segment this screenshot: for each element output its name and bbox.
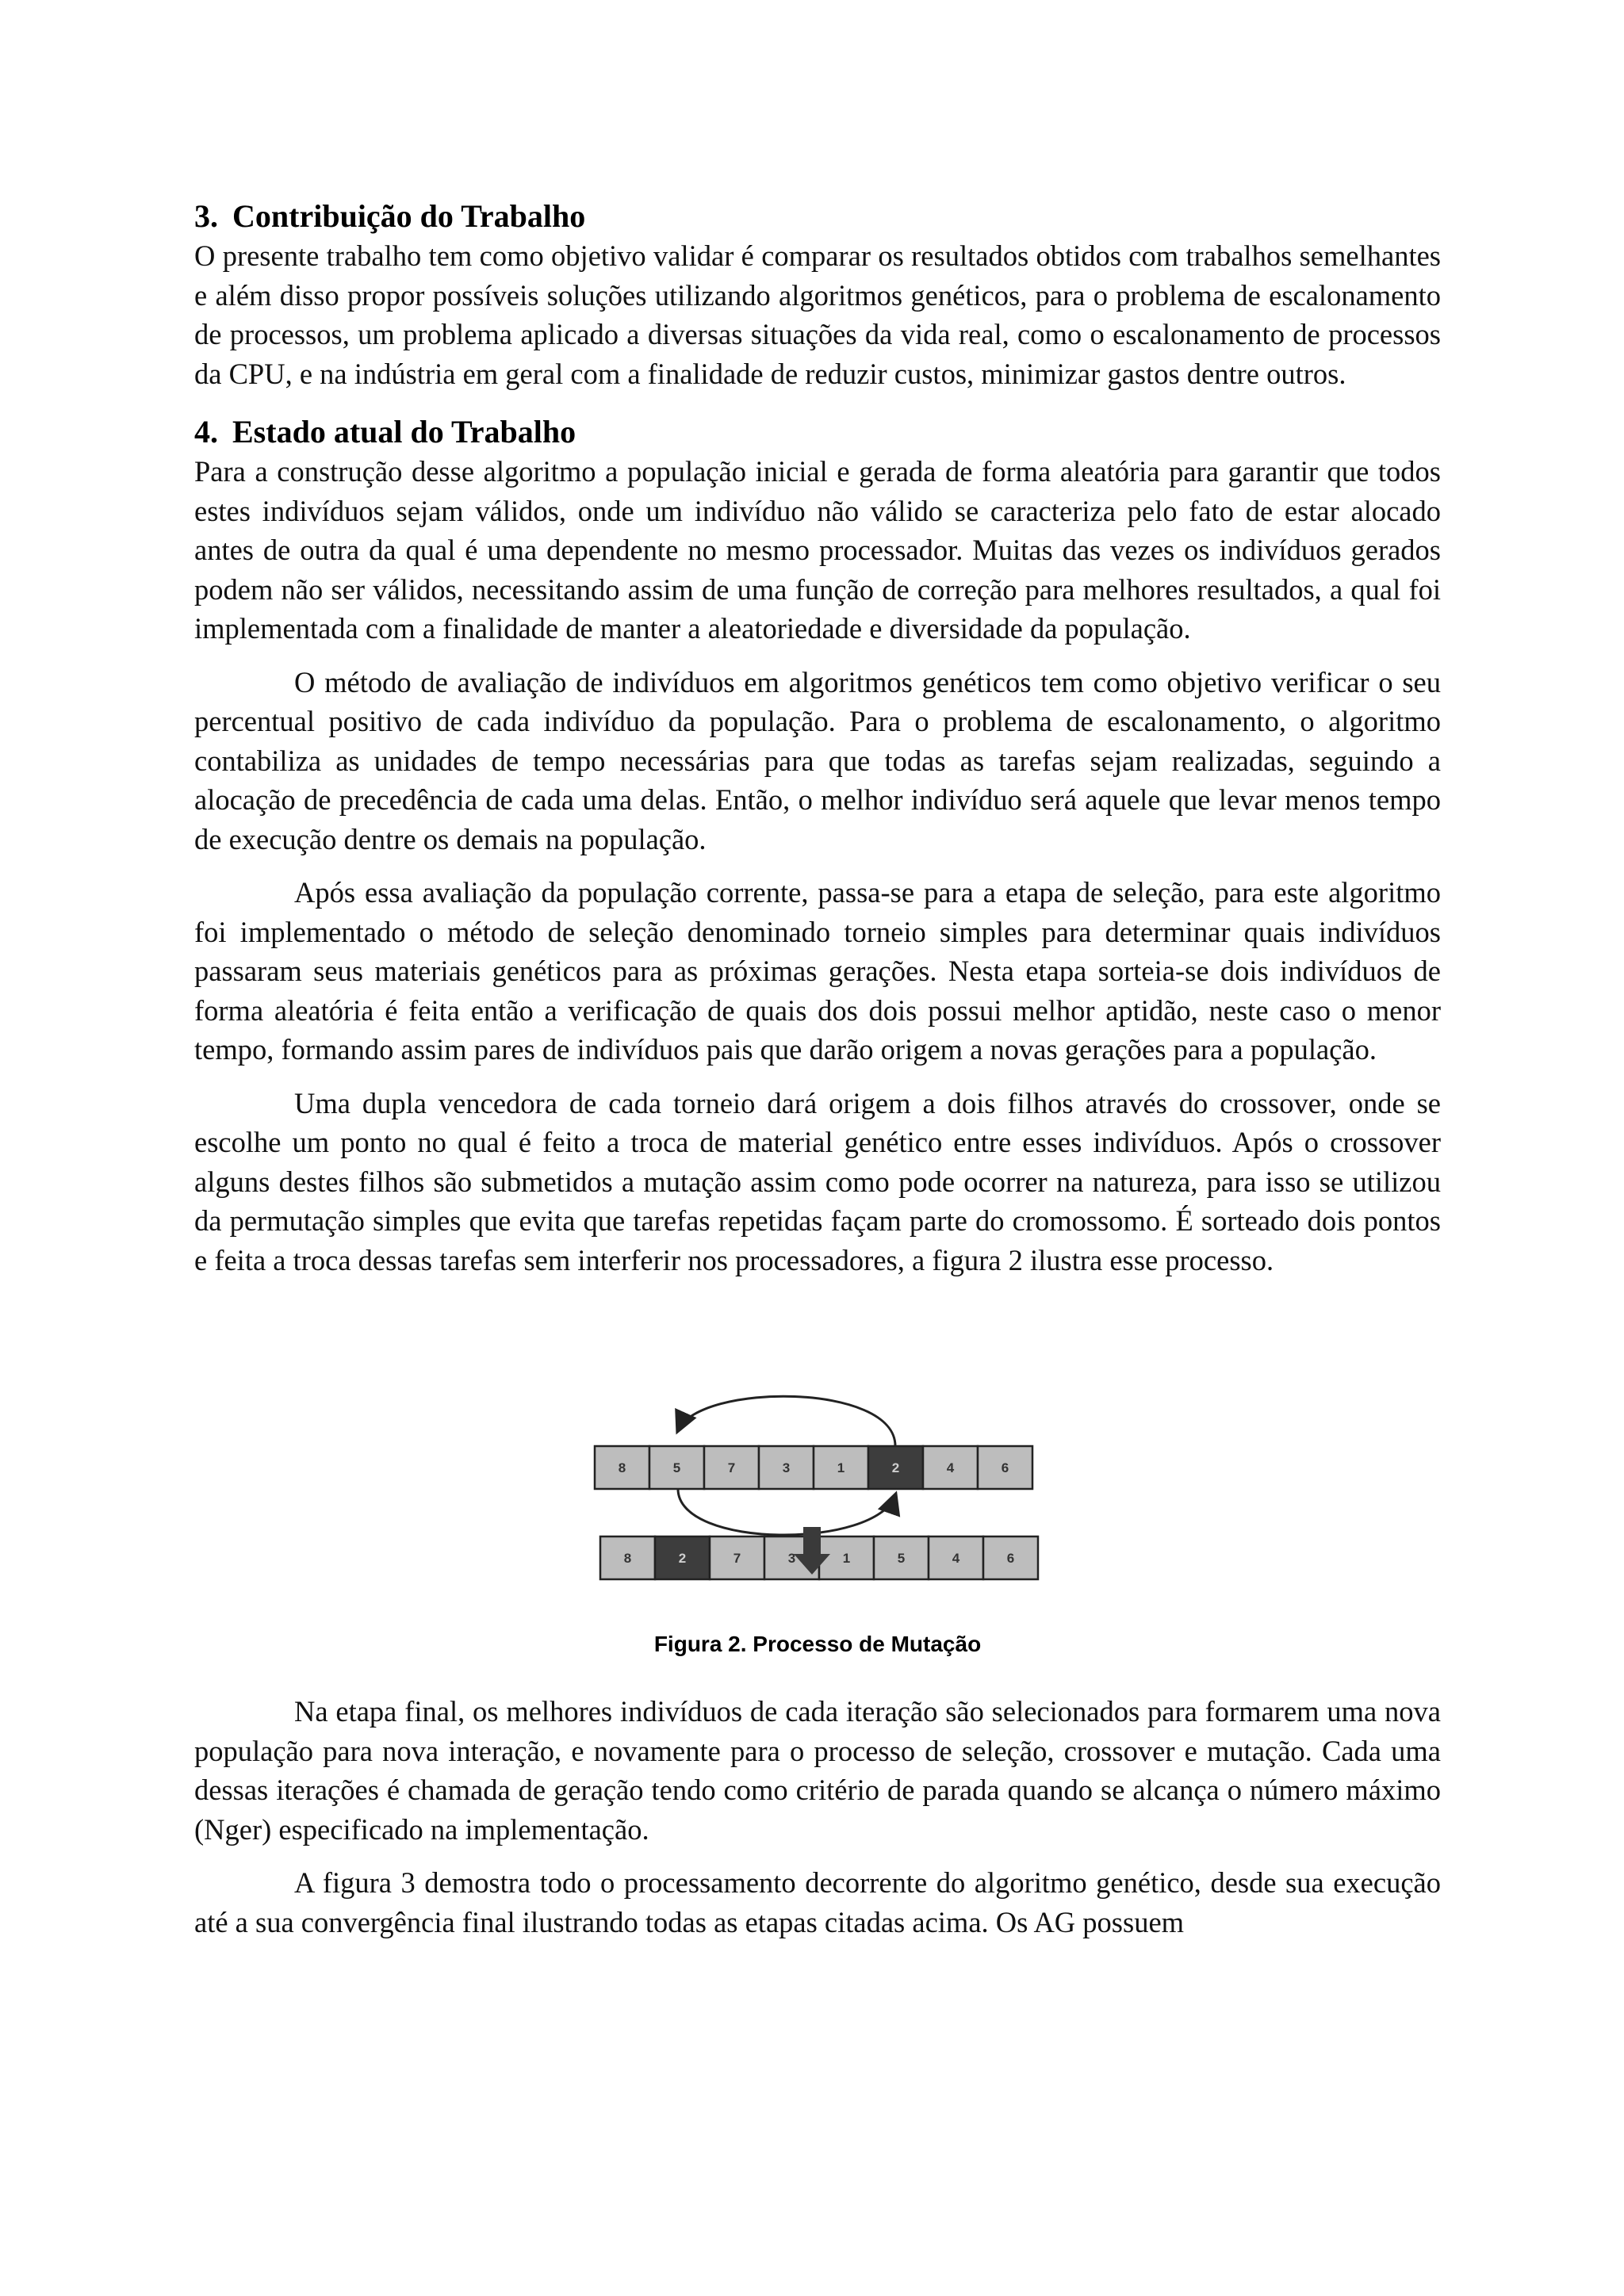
gene-label: 4 — [946, 1460, 955, 1475]
chromosome-before — [595, 1446, 1032, 1489]
section-title: Contribuição do Trabalho — [232, 198, 586, 234]
section-number: 4. — [194, 414, 218, 450]
gene-label: 7 — [727, 1460, 736, 1475]
mutation-diagram — [194, 1319, 1441, 1589]
section-heading — [194, 197, 1441, 236]
gene-label: 2 — [891, 1460, 900, 1475]
paragraph: Na etapa final, os melhores indivíduos de cada iteração são selecionados para formarem uma nova população para nova interação, e novamente para o processo de seleção, crossover e mutação. Cada uma dessas iterações é chamada de geração tendo como critério de parada quando se alcança o número máximo (Nger) especificado na implementação. — [194, 1695, 1441, 1846]
content-column — [194, 197, 1441, 1942]
gene-label: 1 — [837, 1460, 845, 1475]
paragraph: Após essa avaliação da população corrente, passa-se para a etapa de seleção, para este algoritmo foi implementado o método de seleção denominado torneio simples para determinar quais indivíduos passaram seus materiais genéticos para as próximas gerações. Nesta etapa sorteia-se dois indivíduos de forma aleatória é feita então a verificação de quais dos dois possui melhor aptidão, neste caso o menor tempo, formando assim pares de indivíduos pais que darão origem a novas gerações para a população. — [194, 876, 1441, 1066]
figure-caption: Figura 2. Processo de Mutação — [653, 1632, 982, 1656]
gene-label: 4 — [952, 1551, 960, 1566]
section-title: Estado atual do Trabalho — [232, 414, 576, 450]
paragraph: O presente trabalho tem como objetivo validar é comparar os resultados obtidos com trabalhos semelhantes e além disso propor possíveis soluções utilizando algoritmos genéticos, para o problema de escalonamento de processos, um problema aplicado a diversas situações da vida real, como o escalonamento de processos da CPU, e na indústria em geral com a finalidade de reduzir custos, minimizar gastos dentre outros. — [194, 239, 1441, 390]
gene-label: 5 — [672, 1460, 681, 1475]
gene-label: 1 — [842, 1551, 851, 1566]
paragraph: Para a construção desse algoritmo a população inicial e gerada de forma aleatória para garantir que todos estes indivíduos sejam válidos, onde um indivíduo não válido se caracteriza pelo fato de estar alocado antes de outra da qual é uma dependente no mesmo processador. Muitas das vezes os indivíduos gerados podem não ser válidos, necessitando assim de uma função de correção para melhores resultados, a qual foi implementada com a finalidade de manter a aleatoriedade e diversidade da população. — [194, 455, 1441, 645]
section-number: 3. — [194, 198, 218, 234]
gene-label: 2 — [678, 1551, 687, 1566]
gene-label: 8 — [623, 1551, 632, 1566]
gene-label: 7 — [733, 1551, 741, 1566]
mutation-figure — [194, 1319, 1441, 1668]
swap-arrow-top — [678, 1396, 895, 1446]
gene-label: 5 — [897, 1551, 906, 1566]
gene-label: 3 — [782, 1460, 791, 1475]
paragraph: A figura 3 demostra todo o processamento decorrente do algoritmo genético, desde sua execução até a sua convergência final ilustrando todas as etapas citadas acima. Os AG possuem — [194, 1866, 1441, 1938]
gene-label: 6 — [1006, 1551, 1015, 1566]
gene-label: 3 — [787, 1551, 796, 1566]
swap-arrow-bottom — [678, 1489, 895, 1535]
section-heading — [194, 412, 1441, 452]
paragraph: Uma dupla vencedora de cada torneio dará origem a dois filhos através do crossover, onde se escolhe um ponto no qual é feito a troca de material genético entre esses indivíduos. Após o crossover alguns destes filhos são submetidos a mutação assim como pode ocorrer na natureza, para isso se utilizou da permutação simples que evita que tarefas repetidas façam parte do cromossomo. É sorteado dois pontos e feita a troca dessas tarefas sem interferir nos processadores, a figura 2 ilustra esse processo. — [194, 1086, 1441, 1276]
gene-label: 8 — [618, 1460, 626, 1475]
gene-label: 6 — [1001, 1460, 1009, 1475]
paragraph: O método de avaliação de indivíduos em algoritmos genéticos tem como objetivo verificar o seu percentual positivo de cada indivíduo da população. Para o problema de escalonamento, o algoritmo contabiliza as unidades de tempo necessárias para que todas as tarefas sejam realizadas, seguindo a alocação de precedência de cada uma delas. Então, o melhor indivíduo será aquele que levar menos tempo de execução dentre os demais na população. — [194, 665, 1441, 855]
